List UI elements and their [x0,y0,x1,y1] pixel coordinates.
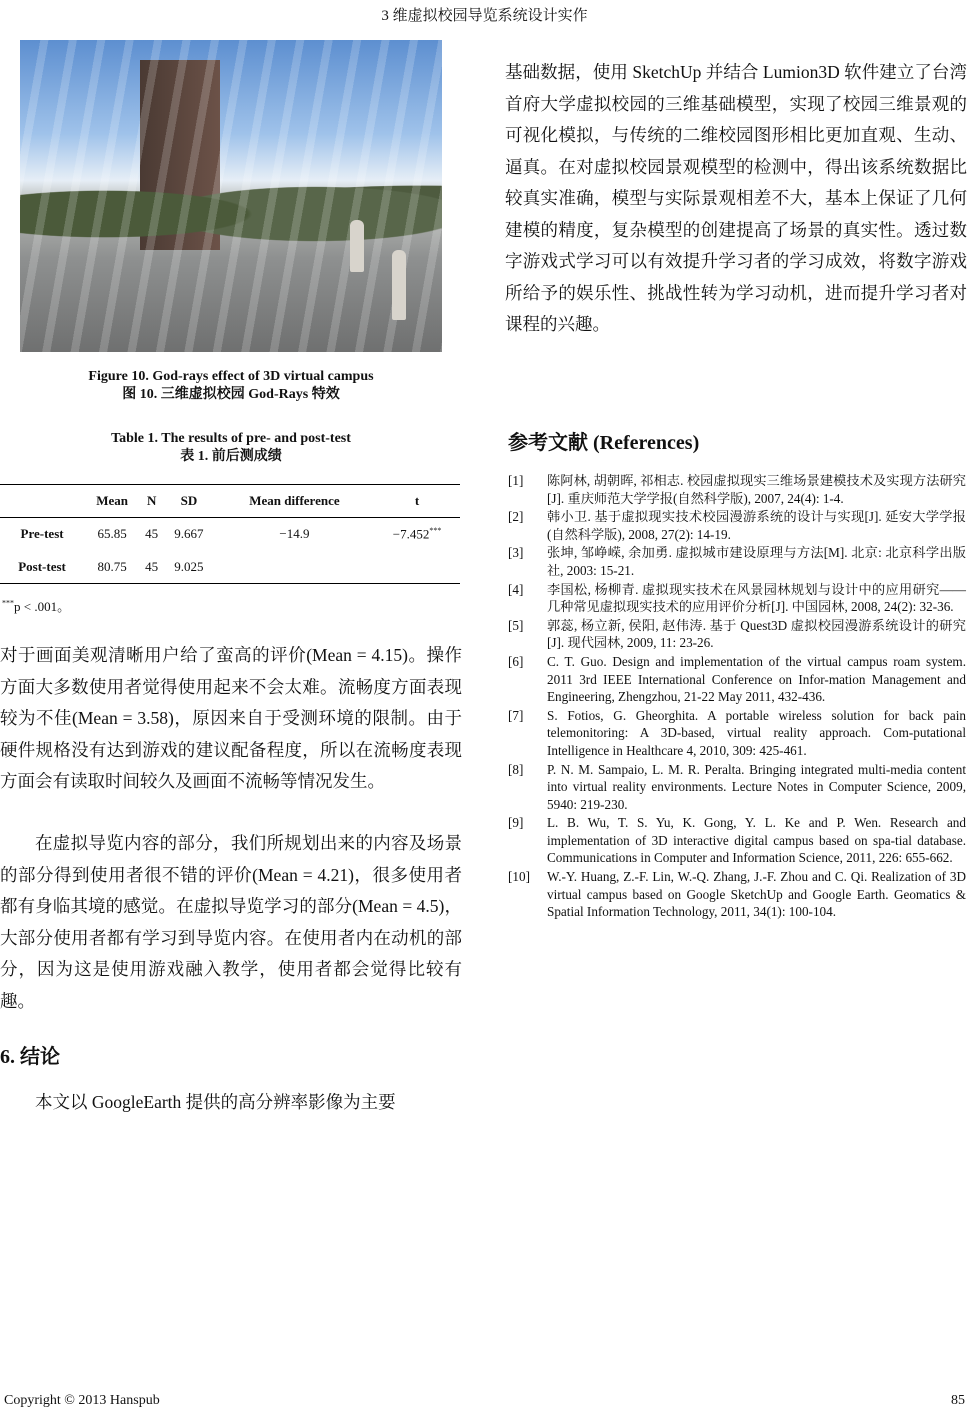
reference-number: [3] [508,545,524,561]
table-row [0,518,460,551]
note-mark: *** [2,598,14,608]
header-cell [0,485,84,518]
paragraph: 基础数据，使用 SketchUp 并结合 Lumion3D 软件建立了台湾首府大学虚拟校园的三维基础模型，实现了校园三维景观的可视化模拟，与传统的二维校园图形相比更加直观、生动、逼真。在对虚拟校园景观模型的检测中，得出该系统数据比较真实准确，模型与实际景观相差不大，基本上保证了几何建模的精度，复杂模型的创建提高了场景的真实性。透过数字游戏式学习可以有效提升学习者的学习成效，将数字游戏所给予的娱乐性、挑战性转为学习动机，进而提升学习者对课程的兴趣。 [505,62,967,334]
cell: 80.75 [97,558,127,574]
header-cell: Mean [96,493,129,508]
paragraph: 在虚拟导览内容的部分，我们所规划出来的内容及场景的部分得到使用者很不错的评价(Mean = 4.21)，很多使用者都有身临其境的感觉。在虚拟导览学习的部分(Mean = 4.5)，大部分使用者都有学习到导览内容。在使用者内在动机的部分，因为这是使用游戏融入教学，使用者都会觉得比较有趣。 [0,833,462,1011]
reference-text: L. B. Wu, T. S. Yu, K. Gong, Y. L. Ke and P. Wen. Research and implementation of 3D interactive digital campus based on spa-tial database. Communications in Computer and Information Science, 2011, 226: 655-662. [547,815,966,866]
cell: 9.025 [174,558,204,574]
cell [374,518,460,551]
cell: 45 [145,526,159,542]
reference-text: 韩小卫. 基于虚拟现实技术校园漫游系统的设计与实现[J]. 延安大学学报(自然科学版), 2008, 27(2): 14-19. [547,509,966,542]
reference-text: P. N. M. Sampaio, L. M. R. Peralta. Bringing integrated multi-media content into virtual reality environments. Lecture Notes in Computer Science, 2009, 5940: 219-230. [547,761,966,812]
table-caption-zh: 表 1. 前后测成绩 [180,449,282,464]
table-caption-en: Table 1. The results of pre- and post-test [111,431,351,446]
references-heading: 参考文献 (References) [508,432,700,454]
table-note [2,596,70,615]
reference-text: C. T. Guo. Design and implementation of the virtual campus roam system. 2011 3rd IEEE International Conference on Infor-mation Management and Engineering, Zhengzhou, 21-22 May 2011, 432-436. [547,653,966,705]
results-table [0,484,460,584]
header-cell: SD [180,493,198,508]
header-cell: Mean difference [249,493,340,508]
reference-text: 李国松, 杨柳青. 虚拟现实技术在风景园林规划与设计中的应用研究——几种常见虚拟现实技术的应用评价分析[J]. 中国园林, 2008, 24(2): 32-36. [547,581,966,615]
reference-text: 陈阿林, 胡朝晖, 祁相志. 校园虚拟现实三维场景建模技术及实现方法研究[J]. 重庆师范大学学报(自然科学版), 2007, 24(4): 1-4. [547,473,966,506]
reference-item [508,868,966,921]
section-heading: 6. 结论 [0,1046,60,1068]
copyright: Copyright © 2013 Hanspub [4,1393,160,1408]
reference-item [508,544,966,579]
reference-number: [10] [508,869,530,885]
header-cell: t [414,493,420,508]
reference-list [508,472,966,922]
note-text: p < .001。 [14,599,71,614]
figure-caption [0,368,462,404]
row-label: Pre-test [20,526,64,542]
reference-number: [2] [508,509,524,525]
page-number: 85 [951,1393,965,1408]
table-header-row [0,485,460,518]
header-cell: N [146,493,157,508]
table-caption [0,430,462,466]
god-rays [20,40,442,352]
paragraph: 对于画面美观清晰用户给了蛮高的评价(Mean = 4.15)。操作方面大多数使用者觉得使用起来不会太难。流畅度方面表现较为不佳(Mean = 3.58)，原因来自于受测环境的限制。由于硬件规格没有达到游戏的建议配备程度，所以在流畅度表现方面会有读取时间较久及画面不流畅等情况发生。 [0,645,462,791]
person-figure [350,220,364,272]
cell: 65.85 [97,526,127,542]
reference-number: [5] [508,617,524,633]
reference-item [508,617,966,652]
reference-number: [6] [508,653,524,669]
row-label: Post-test [18,558,66,574]
reference-number: [9] [508,815,524,831]
reference-item [508,472,966,507]
cell [215,551,374,584]
reference-text: W.-Y. Huang, Z.-F. Lin, W.-Q. Zhang, J.-F. Zhou and C. Qi. Realization of 3D virtual campus based on Google SketchUp and Google Earth. Geomatics & Spatial Information Technology, 2011, 34(1): 100-104. [547,869,966,920]
cell [374,551,460,584]
table-row [0,551,460,584]
reference-text: 郭蕊, 杨立新, 侯阳, 赵伟涛. 基于 Quest3D 虚拟校园漫游系统设计的研究[J]. 现代园林, 2009, 11: 23-26. [547,617,966,651]
person-figure [392,250,406,320]
t-value: −7.452 [392,526,430,542]
reference-number: [8] [508,761,524,777]
reference-item [508,707,966,760]
reference-text: S. Fotios, G. Gheorghita. A portable wireless solution for back pain telemonitoring: A 3D-based, virtual reality approach. Com-putational Intelligence in Healthcare 4, 2010, 309: 425-461. [547,707,966,758]
reference-item [508,814,966,867]
figure-caption-en: Figure 10. God-rays effect of 3D virtual campus [88,369,374,384]
figure-10-image [20,40,442,352]
paragraph: 本文以 GoogleEarth 提供的高分辨率影像为主要 [35,1092,396,1112]
reference-item [508,653,966,706]
cell: 9.667 [174,526,204,542]
reference-item [508,581,966,616]
reference-item [508,761,966,814]
reference-number: [4] [508,581,524,597]
reference-item [508,508,966,543]
reference-number: [7] [508,707,524,723]
reference-number: [1] [508,473,524,488]
figure-caption-zh: 图 10. 三维虚拟校园 God-Rays 特效 [122,387,340,402]
reference-text: 张坤, 邹峥嵘, 余加勇. 虚拟城市建设原理与方法[M]. 北京: 北京科学出版社, 2003: 15-21. [547,545,966,578]
significance-mark: *** [429,526,442,536]
cell: 45 [145,558,159,574]
cell: −14.9 [279,526,310,542]
running-header: 3 维虚拟校园导览系统设计实作 [381,8,588,24]
